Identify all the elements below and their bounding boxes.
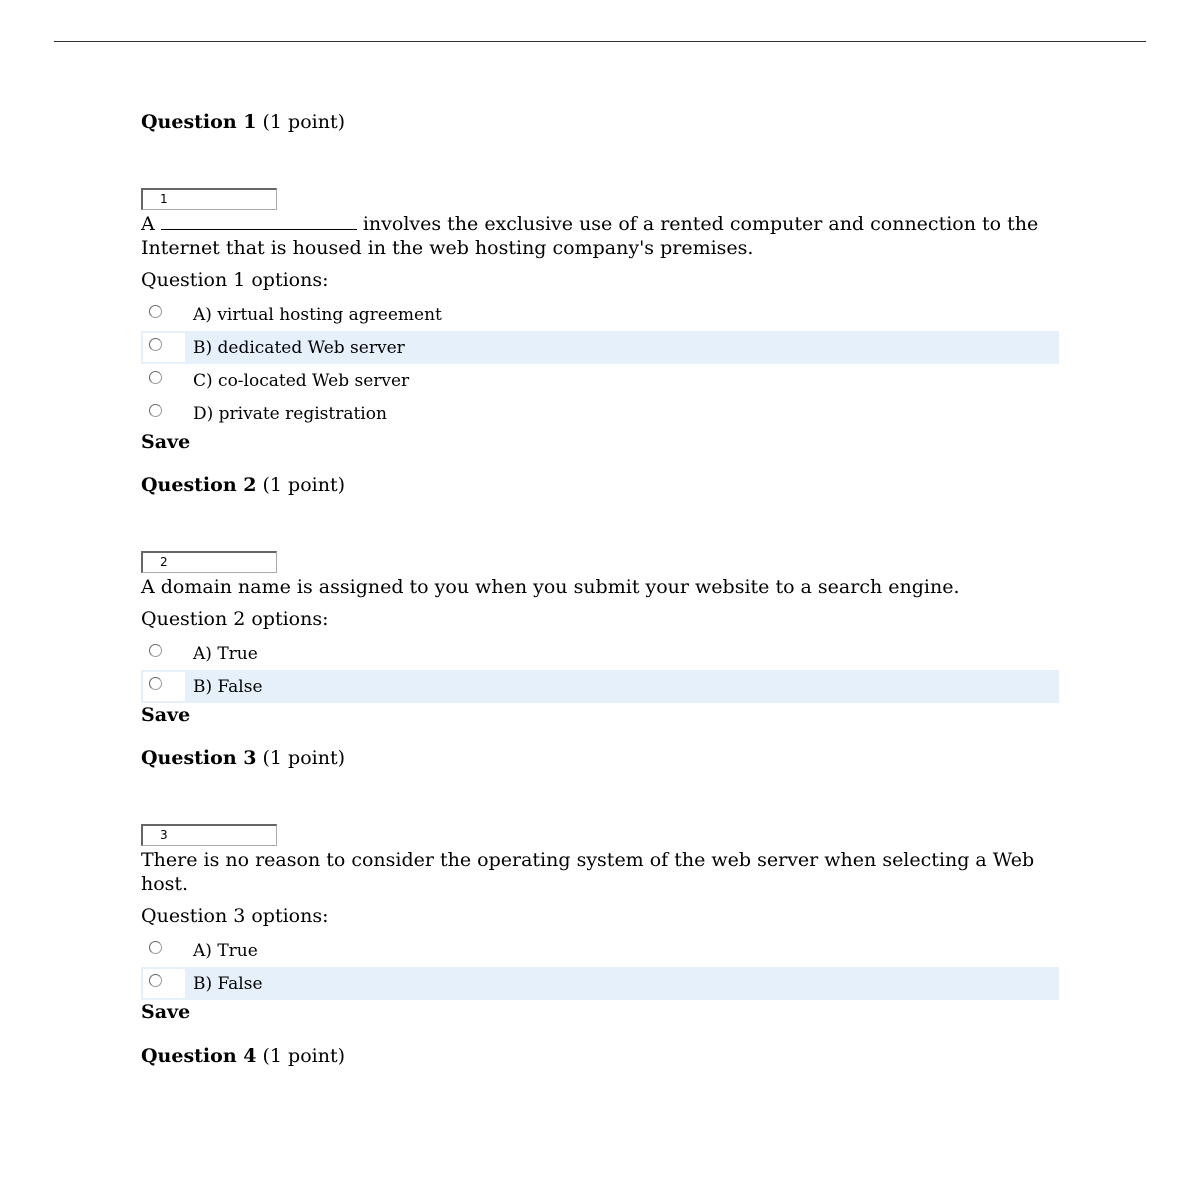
- radio-option-a[interactable]: [149, 644, 162, 657]
- option-row[interactable]: [141, 397, 1059, 430]
- radio-option-a[interactable]: [149, 941, 162, 954]
- option-label[interactable]: B) dedicated Web server: [193, 337, 405, 358]
- option-row[interactable]: [141, 967, 1059, 1000]
- question-4: [141, 1044, 1059, 1068]
- question-number-box: 3: [141, 824, 277, 846]
- question-text: A involves the exclusive use of a rented computer and connection to the Internet that is housed in the web hosting company's premises.: [141, 213, 1039, 259]
- option-label[interactable]: A) virtual hosting agreement: [193, 304, 442, 325]
- radio-option-b[interactable]: [149, 677, 162, 690]
- fill-in-blank: [161, 213, 357, 230]
- option-label[interactable]: D) private registration: [193, 403, 387, 424]
- option-row[interactable]: [141, 298, 1059, 331]
- option-row[interactable]: [141, 364, 1059, 397]
- option-label[interactable]: A) True: [193, 643, 258, 664]
- save-button[interactable]: Save: [141, 1001, 191, 1023]
- question-number-box: 1: [141, 188, 277, 210]
- question-3: [141, 746, 1059, 1024]
- top-divider: [54, 41, 1146, 42]
- radio-option-b[interactable]: [149, 338, 162, 351]
- radio-option-a[interactable]: [149, 305, 162, 318]
- question-heading: Question 1 (1 point): [141, 111, 346, 133]
- question-heading: Question 2 (1 point): [141, 474, 346, 496]
- save-button[interactable]: Save: [141, 704, 191, 726]
- radio-option-c[interactable]: [149, 371, 162, 384]
- options-label: Question 3 options:: [141, 905, 329, 927]
- option-label[interactable]: A) True: [193, 940, 258, 961]
- option-row[interactable]: [141, 637, 1059, 670]
- question-text: There is no reason to consider the operating system of the web server when selecting a Web host.: [141, 849, 1035, 895]
- question-2: [141, 473, 1059, 727]
- option-label[interactable]: C) co-located Web server: [193, 370, 410, 391]
- question-number-box: 2: [141, 551, 277, 573]
- option-label[interactable]: B) False: [193, 676, 263, 697]
- option-label[interactable]: B) False: [193, 973, 263, 994]
- option-row[interactable]: [141, 934, 1059, 967]
- question-text: A domain name is assigned to you when you submit your website to a search engine.: [141, 576, 960, 598]
- option-row[interactable]: [141, 331, 1059, 364]
- radio-option-d[interactable]: [149, 404, 162, 417]
- question-heading: Question 3 (1 point): [141, 747, 346, 769]
- save-button[interactable]: Save: [141, 431, 191, 453]
- question-1: [141, 110, 1059, 454]
- options-label: Question 2 options:: [141, 608, 329, 630]
- question-heading: Question 4 (1 point): [141, 1045, 346, 1067]
- options-label: Question 1 options:: [141, 269, 329, 291]
- option-row[interactable]: [141, 670, 1059, 703]
- radio-option-b[interactable]: [149, 974, 162, 987]
